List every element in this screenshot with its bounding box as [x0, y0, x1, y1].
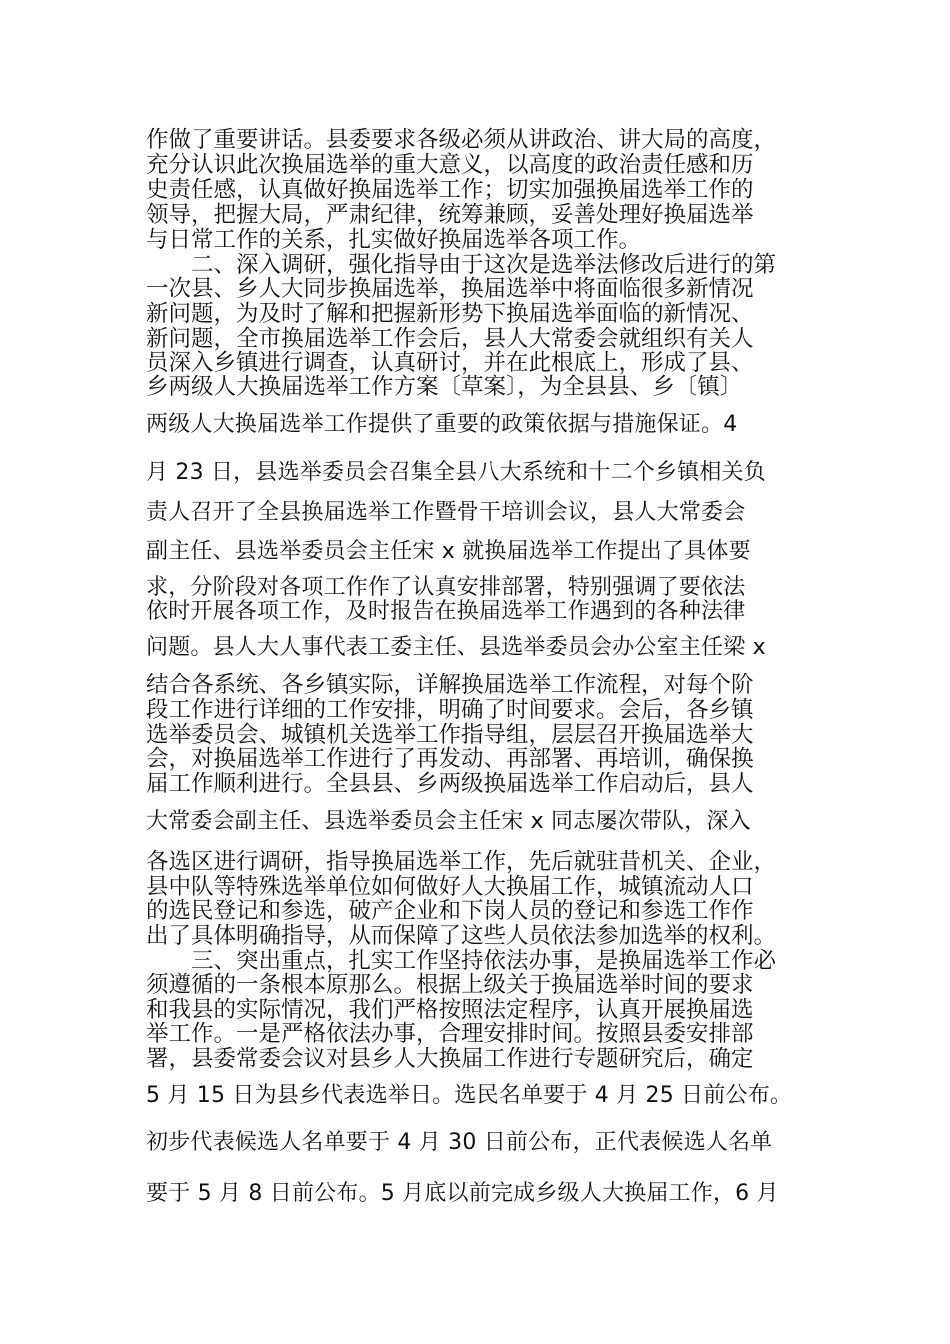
- text-line: 结合各系统、各乡镇实际，详解换届选举工作流程，对每个阶: [146, 672, 754, 698]
- text-line: 依时开展各项工作，及时报告在换届选举工作遇到的各种法律: [146, 599, 746, 624]
- text-line: 两级人大换届选举工作提供了重要的政策依据与措施保证。4: [146, 412, 738, 437]
- text-line: 史责任感，认真做好换届选举工作；切实加强换届选举工作的: [146, 177, 754, 203]
- text-line: 领导，把握大局，严肃纪律，统筹兼顾，妥善处理好换届选举: [146, 202, 754, 228]
- text-line: 会，对换届选举工作进行了再发动、再部署、再培训，确保换: [146, 746, 754, 772]
- text-line: 段工作进行详细的工作安排，明确了时间要求。会后，各乡镇: [146, 697, 754, 723]
- text-line: 一次县、乡人大同步换届选举，换届选举中将面临很多新情况: [146, 276, 754, 302]
- text-line: 副主任、县选举委员会主任宋 x 就换届选举工作提出了具体要: [146, 539, 751, 564]
- text-line: 责人召开了全县换届选举工作暨骨干培训会议，县人大常委会: [146, 500, 746, 525]
- text-line: 三、突出重点，扎实工作坚持依法办事，是换届选举工作必: [146, 948, 777, 974]
- text-line: 须遵循的一条根本原那么。根据上级关于换届选举时间的要求: [146, 972, 754, 998]
- text-line: 充分认识此次换届选举的重大意义，以高度的政治责任感和历: [146, 152, 754, 178]
- text-line: 各选区进行调研，指导换届选举工作，先后就驻昔机关、企业，: [146, 849, 777, 875]
- text-line: 大常委会副主任、县选举委员会主任宋 x 同志屡次带队，深入: [146, 809, 751, 834]
- text-line: 新问题，全市换届选举工作会后，县人大常委会就组织有关人: [146, 326, 754, 352]
- text-line: 员深入乡镇进行调查，认真研讨，并在此根底上，形成了县、: [146, 350, 754, 376]
- text-line: 与日常工作的关系，扎实做好换届选举各项工作。: [146, 227, 642, 253]
- text-line: 初步代表候选人名单要于 4 月 30 日前公布，正代表候选人名单: [146, 1130, 773, 1155]
- text-line: 县中队等特殊选举单位如何做好人大换届工作，城镇流动人口: [146, 874, 754, 900]
- text-line: 月 23 日，县选举委员会召集全县八大系统和十二个乡镇相关负: [146, 460, 766, 485]
- text-line: 选举委员会、城镇机关选举工作指导组，层层召开换届选举大: [146, 722, 754, 748]
- text-line: 乡两级人大换届选举工作方案〔草案〕，为全县县、乡〔镇〕: [146, 374, 743, 400]
- text-line: 的选民登记和参选，破产企业和下岗人员的登记和参选工作作: [146, 898, 754, 924]
- text-line: 5 月 15 日为县乡代表选举日。选民名单要于 4 月 25 日前公布。: [146, 1083, 793, 1108]
- text-line: 二、深入调研，强化指导由于这次是选举法修改后进行的第: [146, 252, 777, 278]
- text-line: 出了具体明确指导，从而保障了这些人员依法参加选举的权利。: [146, 923, 777, 949]
- text-line: 和我县的实际情况，我们严格按照法定程序，认真开展换届选: [146, 997, 754, 1023]
- text-line: 届工作顺利进行。全县县、乡两级换届选举工作启动后，县人: [146, 771, 754, 797]
- text-line: 问题。县人大人事代表工委主任、县选举委员会办公室主任梁 x: [146, 635, 766, 660]
- text-line: 署，县委常委会议对县乡人大换届工作进行专题研究后，确定: [146, 1046, 754, 1072]
- text-line: 举工作。一是严格依法办事，合理安排时间。按照县委安排部: [146, 1021, 754, 1047]
- text-line: 要于 5 月 8 日前公布。5 月底以前完成乡级人大换届工作，6 月: [146, 1181, 779, 1206]
- text-line: 作做了重要讲话。县委要求各级必须从讲政治、讲大局的高度，: [146, 127, 777, 153]
- text-line: 求，分阶段对各项工作作了认真安排部署，特别强调了要依法: [146, 575, 746, 600]
- text-line: 新问题，为及时了解和把握新形势下换届选举面临的新情况、: [146, 301, 754, 327]
